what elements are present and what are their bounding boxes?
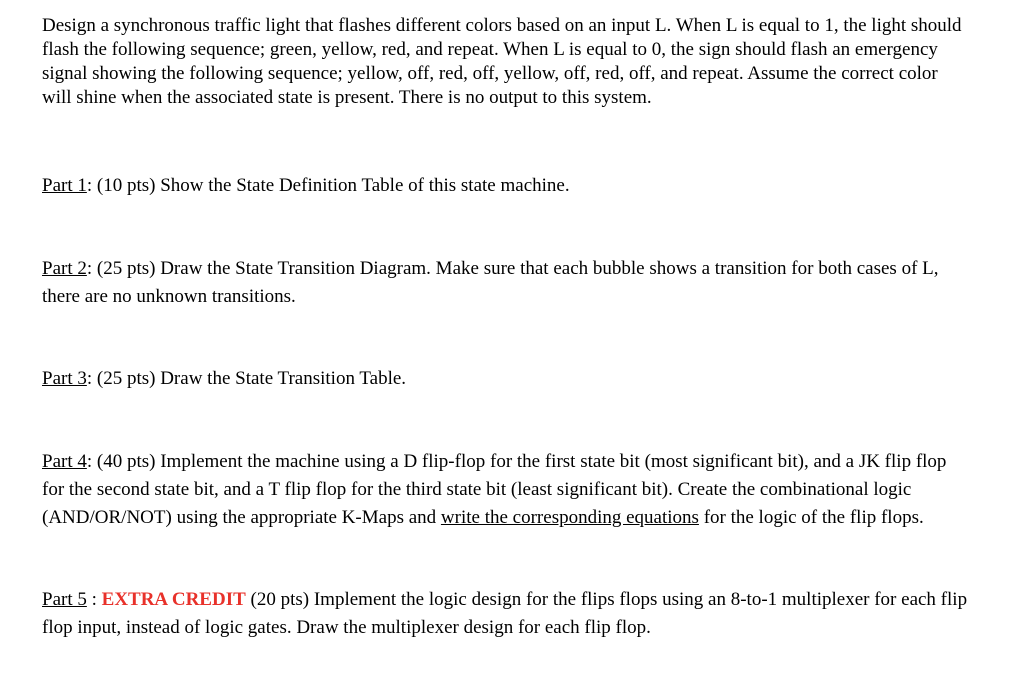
assignment-document xyxy=(42,14,972,638)
part-2 xyxy=(42,255,972,311)
part-5-text: (20 pts) Implement the logic design for the flips flops using an 8-to-1 multiplexer for each flip flop input, instead of logic gates. Draw the multiplexer design for each flip flop. xyxy=(42,589,968,638)
part-1-label: Part 1 xyxy=(42,175,87,196)
part-1 xyxy=(42,172,972,200)
part-1-text: : (10 pts) Show the State Definition Table of this state machine. xyxy=(86,175,570,196)
part-2-text: : (25 pts) Draw the State Transition Diagram. Make sure that each bubble shows a transition for both cases of L, there are no unknown transitions. xyxy=(42,258,939,307)
part-3 xyxy=(42,365,972,393)
part-4-tail: for the logic of the flip flops. xyxy=(698,507,924,528)
problem-statement: Design a synchronous traffic light that flashes different colors based on an input L. When L is equal to 1, the light should flash the following sequence; green, yellow, red, and repeat. When L is equal to 0, the sign should flash an emergency signal showing the following sequence; yellow, off, red, off, yellow, off, red, off, and repeat. Assume the correct color will shine when the associated state is present. There is no output to this system. xyxy=(42,15,962,108)
part-3-label: Part 3 xyxy=(42,368,87,389)
extra-credit-label: EXTRA CREDIT xyxy=(101,589,246,610)
part-4-label: Part 4 xyxy=(42,451,87,472)
part-2-label: Part 2 xyxy=(42,258,87,279)
part-5-separator: : xyxy=(86,589,102,610)
part-4-text: : (40 pts) Implement the machine using a D flip-flop for the first state bit (most significant bit), and a JK flip flop for the second state bit, and a T flip flop for the third state bit (least significant bit). Create the combinational logic (AND/OR/NOT) using the appropriate K-Maps and xyxy=(42,451,947,528)
part-5 xyxy=(42,586,972,642)
part-4-underlined-phrase: write the corresponding equations xyxy=(440,507,699,528)
part-5-label: Part 5 xyxy=(42,589,87,610)
part-4 xyxy=(42,448,972,532)
part-3-text: : (25 pts) Draw the State Transition Table. xyxy=(86,368,407,389)
